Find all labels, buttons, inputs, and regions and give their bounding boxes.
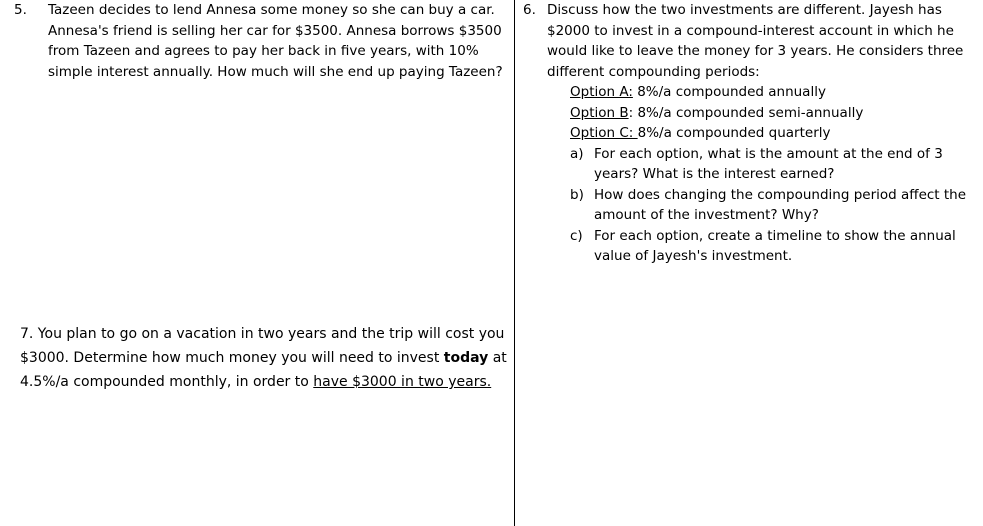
option-text: : 8%/a compounded semi-annually xyxy=(628,104,864,121)
option-text: 8%/a compounded quarterly xyxy=(637,125,831,141)
question-text-continued: at 4.5%/a compounded monthly, in order to xyxy=(20,350,507,390)
part-label: a) xyxy=(570,145,584,162)
option-label: Option C: xyxy=(570,125,638,141)
question-text: Discuss how the two investments are different. Jayesh has $2000 to invest in a compound-interest account in which he would like to leave the money for 3 years. He considers three different compounding periods: xyxy=(547,2,964,80)
column-divider xyxy=(514,0,515,526)
question-7 xyxy=(20,322,510,394)
question-text: Tazeen decides to lend Annesa some money so she can buy a car. Annesa's friend is selling her car for $3500. Annesa borrows $3500 from Tazeen and agrees to pay her back in five years, with 10% simple interest annually. How much will she end up paying Tazeen? xyxy=(48,2,503,80)
question-6 xyxy=(523,0,978,267)
underlined-goal: have $3000 in two years. xyxy=(313,374,492,390)
option-b xyxy=(570,103,978,124)
part-text: For each option, create a timeline to show the annual value of Jayesh's investment. xyxy=(594,227,956,264)
part-a xyxy=(570,144,978,185)
question-number: 7. xyxy=(20,326,34,342)
question-number: 6. xyxy=(523,2,536,18)
option-text: 8%/a compounded annually xyxy=(632,84,826,100)
option-label: Option B xyxy=(570,104,629,121)
part-label: c) xyxy=(570,227,583,244)
part-text: How does changing the compounding period affect the amount of the investment? Why? xyxy=(594,186,967,223)
question-text: You plan to go on a vacation in two years and the trip will cost you $3000. Determine how much money you will need to invest xyxy=(20,326,505,366)
part-text: For each option, what is the amount at the end of 3 years? What is the interest earned? xyxy=(594,145,943,182)
option-a xyxy=(570,82,978,103)
option-list xyxy=(570,82,978,144)
emphasis-today: today xyxy=(443,350,489,366)
question-5 xyxy=(14,0,506,82)
option-c xyxy=(570,123,978,144)
question-number: 5. xyxy=(14,2,27,18)
part-b xyxy=(570,185,978,226)
option-label: Option A: xyxy=(570,84,633,100)
part-c xyxy=(570,226,978,267)
part-label: b) xyxy=(570,186,584,203)
